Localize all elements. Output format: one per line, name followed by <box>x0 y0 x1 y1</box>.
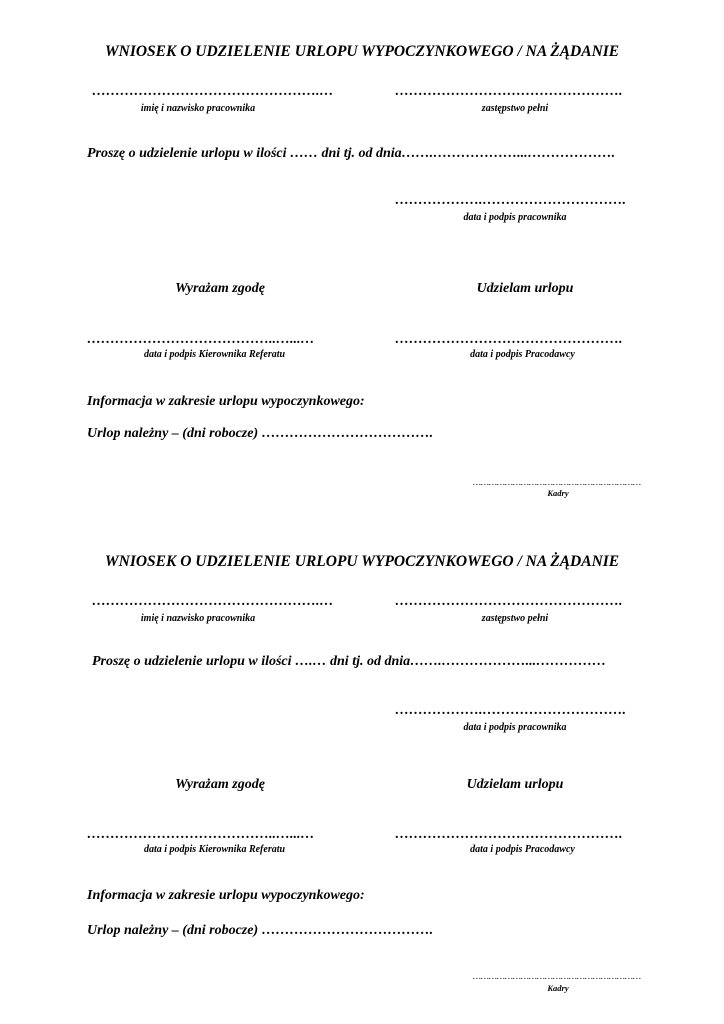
request-text: Proszę o udzielenie urlopu w ilości ….… dni tj. od dnia…….………………...…………… <box>92 654 607 669</box>
employee-signature-caption: data i podpis pracownika <box>463 212 567 223</box>
substitute-caption: zastępstwo pełni <box>481 613 549 624</box>
substitute-line: …………………………………………. <box>395 84 623 99</box>
info-heading: Informacja w zakresie urlopu wypoczynkowego: <box>87 394 365 409</box>
consent-label: Wyrażam zgodę <box>175 281 265 296</box>
form-title: WNIOSEK O UDZIELENIE URLOPU WYPOCZYNKOWEGO / NA ŻĄDANIE <box>104 553 620 570</box>
employer-signature-caption: data i podpis Pracodawcy <box>470 349 575 360</box>
hr-signature-line: ……………………………………………………… <box>473 971 642 981</box>
employee-signature-line: ……………….…………………………. <box>395 193 626 208</box>
employee-name-line: ………………………………………….… <box>92 84 334 99</box>
employee-name-caption: imię i nazwisko pracownika <box>140 613 256 624</box>
manager-signature-line: …………………………………..…...… <box>87 827 315 842</box>
hr-caption: Kadry <box>547 983 569 993</box>
hr-signature-line: ……………………………………………………… <box>473 477 642 487</box>
request-text: Proszę o udzielenie urlopu w ilości …… dni tj. od dnia…….………………...………………. <box>87 146 616 161</box>
hr-caption: Kadry <box>547 488 569 498</box>
due-leave-text: Urlop należny – (dni robocze) ………………………………. <box>87 923 434 938</box>
info-heading: Informacja w zakresie urlopu wypoczynkowego: <box>87 888 365 903</box>
due-leave-text: Urlop należny – (dni robocze) ………………………………. <box>87 426 434 441</box>
manager-signature-caption: data i podpis Kierownika Referatu <box>143 349 286 360</box>
manager-signature-line: …………………………………..…...… <box>87 332 315 347</box>
employee-name-line: ………………………………………….… <box>92 594 334 609</box>
employee-signature-line: ……………….…………………………. <box>395 703 626 718</box>
grant-label: Udzielam urlopu <box>476 281 574 296</box>
employee-name-caption: imię i nazwisko pracownika <box>140 103 256 114</box>
employer-signature-line: …………………………………………. <box>395 332 623 347</box>
form-title: WNIOSEK O UDZIELENIE URLOPU WYPOCZYNKOWEGO / NA ŻĄDANIE <box>104 43 620 60</box>
grant-label: Udzielam urlopu <box>466 777 564 792</box>
consent-label: Wyrażam zgodę <box>175 777 265 792</box>
substitute-line: …………………………………………. <box>395 594 623 609</box>
employee-signature-caption: data i podpis pracownika <box>463 722 567 733</box>
leave-request-form-2 <box>0 510 724 1000</box>
employer-signature-caption: data i podpis Pracodawcy <box>470 844 575 855</box>
leave-request-form-1 <box>0 0 724 498</box>
manager-signature-caption: data i podpis Kierownika Referatu <box>143 844 286 855</box>
employer-signature-line: …………………………………………. <box>395 827 623 842</box>
substitute-caption: zastępstwo pełni <box>481 103 549 114</box>
